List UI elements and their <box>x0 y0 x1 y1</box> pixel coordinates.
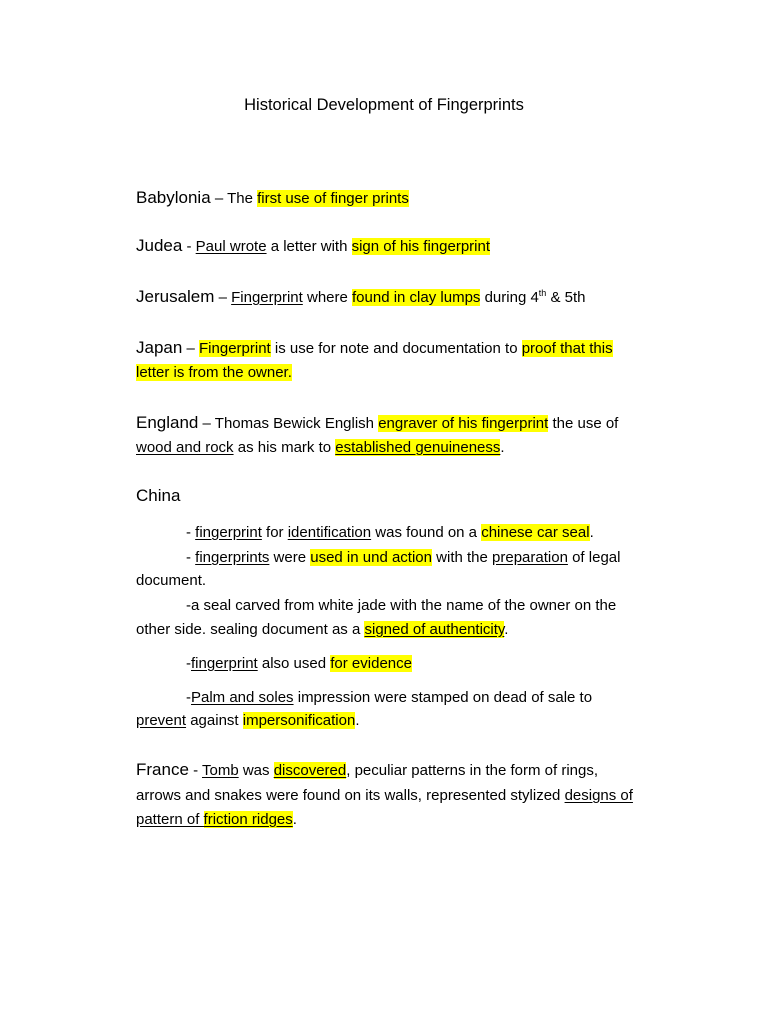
china-item-5-highlight: impersonification <box>242 712 356 729</box>
china-item-2-text-1: were <box>269 549 311 566</box>
japan-highlight-2: proof that this <box>521 340 613 357</box>
china-item-1-end: . <box>589 524 594 541</box>
france-end: . <box>292 811 297 828</box>
china-item-5-text-1: impression were stamped on dead of sale to <box>293 689 593 706</box>
england-text-3: . <box>500 439 505 456</box>
china-item-5 <box>186 688 726 708</box>
judea-highlight: sign of his fingerprint <box>351 238 490 255</box>
china-item-4-underline: fingerprint <box>191 655 258 672</box>
judea-dash: - <box>182 238 196 255</box>
china-item-3 <box>186 596 726 616</box>
china-item-1-text-2: was found on a <box>371 524 482 541</box>
france-text-3: arrows and snakes were found on its walls, represented stylized <box>136 787 565 804</box>
china-item-3-continuation: other side. sealing document as a <box>136 621 365 638</box>
england-heading: England <box>136 413 199 432</box>
france-entry-line-3 <box>136 810 676 830</box>
japan-entry-line-2 <box>136 363 676 383</box>
japan-dash: – <box>182 340 200 357</box>
china-item-2-underline-1: fingerprints <box>195 549 270 566</box>
babylonia-highlight: first use of finger prints <box>257 190 409 207</box>
china-item-1-highlight: chinese car seal <box>481 524 590 541</box>
china-item-5-underline-2: prevent <box>136 712 187 729</box>
france-text-1: was <box>238 762 274 779</box>
babylonia-dash: – The <box>210 190 258 207</box>
jerusalem-underline: Fingerprint <box>231 289 303 306</box>
judea-heading: Judea <box>136 236 183 255</box>
france-highlight-1: discovered <box>273 762 347 779</box>
china-item-5-line-2 <box>136 711 676 731</box>
china-item-2-highlight: used in und action <box>310 549 432 566</box>
france-highlight-2: friction ridges <box>203 811 293 828</box>
babylonia-heading: Babylonia <box>136 188 211 207</box>
china-item-1-dash: - <box>186 524 196 541</box>
england-text-2: as his mark to <box>233 439 336 456</box>
jerusalem-text-1: where <box>302 289 353 306</box>
china-item-2-underline-2: preparation <box>492 549 568 566</box>
china-item-1 <box>186 523 726 543</box>
jerusalem-heading: Jerusalem <box>136 287 215 306</box>
england-entry <box>136 413 676 434</box>
page-title: Historical Development of Fingerprints <box>244 96 524 114</box>
england-entry-line-2 <box>136 438 676 458</box>
china-item-2-continuation: document. <box>136 572 207 589</box>
china-item-4-text: also used <box>257 655 331 672</box>
france-entry-line-2 <box>136 786 676 806</box>
france-underline-3: pattern of <box>136 811 204 828</box>
china-item-4 <box>186 654 726 674</box>
japan-heading: Japan <box>136 338 183 357</box>
japan-text: is use for note and documentation to <box>270 340 522 357</box>
jerusalem-text-2: during 4 <box>480 289 539 306</box>
china-item-2-dash: - <box>186 549 196 566</box>
china-item-1-text-1: for <box>261 524 288 541</box>
china-item-5-text-2: against <box>186 712 243 729</box>
france-dash: - <box>188 762 202 779</box>
england-text-1: the use of <box>548 415 619 432</box>
china-item-4-highlight: for evidence <box>330 655 412 672</box>
jerusalem-dash: – <box>214 289 232 306</box>
jerusalem-highlight: found in clay lumps <box>352 289 481 306</box>
japan-highlight-3: letter is from the owner. <box>136 364 292 381</box>
japan-highlight-1: Fingerprint <box>199 340 271 357</box>
japan-entry <box>136 338 676 359</box>
england-dash: – Thomas Bewick English <box>198 415 379 432</box>
china-heading-line <box>136 486 676 507</box>
jerusalem-text-3: & 5th <box>546 289 586 306</box>
china-heading: China <box>136 486 181 505</box>
china-item-2-text-2: with the <box>432 549 493 566</box>
china-item-2-text-3: of legal <box>567 549 621 566</box>
china-item-5-end: . <box>355 712 360 729</box>
england-highlight-1: engraver of his fingerprint <box>378 415 549 432</box>
judea-text: a letter with <box>266 238 352 255</box>
babylonia-entry <box>136 188 676 209</box>
china-item-4-dash: - <box>186 655 191 672</box>
china-item-3-end: . <box>504 621 509 638</box>
china-item-5-underline-1: Palm and soles <box>191 689 294 706</box>
judea-underline: Paul wrote <box>195 238 267 255</box>
china-item-2-line-2 <box>136 571 676 591</box>
france-underline-2: designs of <box>564 787 633 804</box>
england-highlight-2: established genuineness <box>335 439 501 456</box>
france-underline-1: Tomb <box>201 762 239 779</box>
judea-entry <box>136 236 676 257</box>
france-entry <box>136 760 676 781</box>
france-text-2: , peculiar patterns in the form of rings, <box>346 762 599 779</box>
china-item-3-line-2 <box>136 620 676 640</box>
france-heading: France <box>136 760 189 779</box>
china-item-2 <box>186 548 726 568</box>
china-item-3-text: -a seal carved from white jade with the name of the owner on the <box>186 597 617 614</box>
china-item-3-highlight: signed of authenticity <box>364 621 505 638</box>
china-item-1-underline-1: fingerprint <box>195 524 262 541</box>
jerusalem-superscript: th <box>538 288 547 298</box>
china-item-5-dash: - <box>186 689 191 706</box>
england-underline: wood and rock <box>136 439 234 456</box>
jerusalem-entry <box>136 287 676 308</box>
china-item-1-underline-2: identification <box>287 524 372 541</box>
